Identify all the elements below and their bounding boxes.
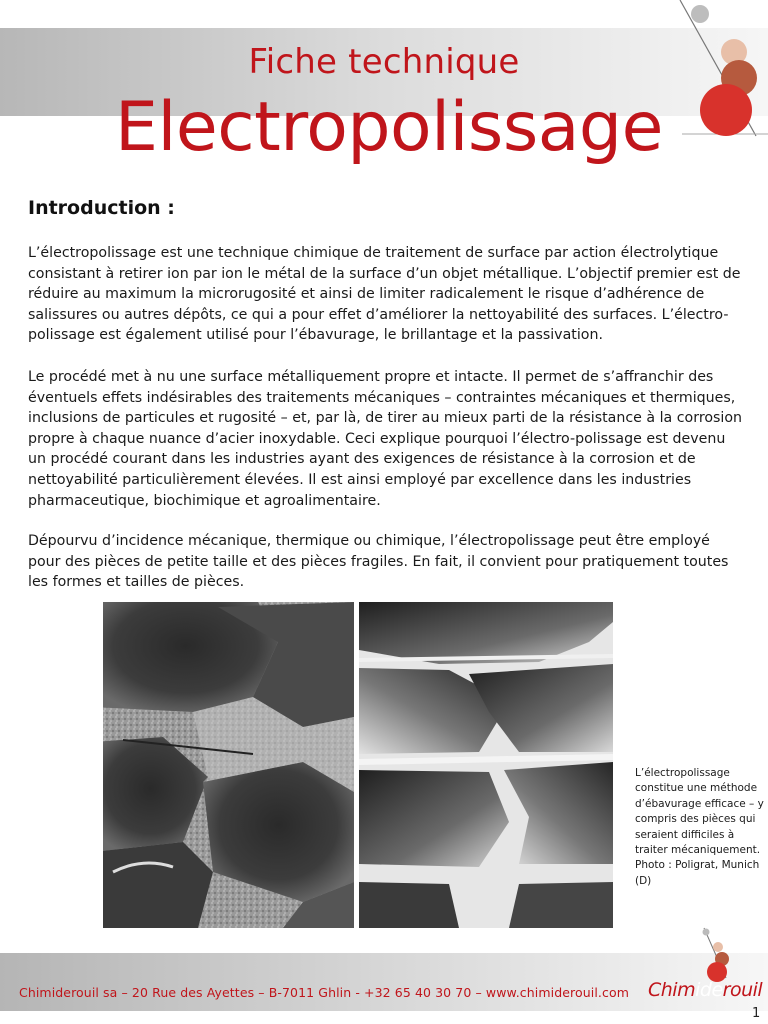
introduction-heading: Introduction : <box>28 197 175 219</box>
logo-dot-red <box>700 84 752 136</box>
intro-paragraph-2: Le procédé met à nu une surface métalliquement propre et intacte. Il permet de s’affranchir des éventuels effets indésirables des traitements mécaniques – contraintes mécaniques et thermiques, inclusions de particules et rugosité – et, par là, de tirer au mieux parti de la résistance à la corrosion propre à chaque nuance d’acier inoxydable. Ceci explique pourquoi l’électro-polissage est devenu un procédé courant dans les industries ayant des exigences de résistance à la corrosion et de nettoyabilité particulièrement élevées. Il est ainsi employé par excellence dans les industries pharmaceutique, biochimique et agroalimentaire. <box>28 369 743 509</box>
logo-dot-beige <box>713 942 723 952</box>
footer-contact: Chimiderouil sa – 20 Rue des Ayettes – B-7011 Ghlin - +32 65 40 30 70 – www.chimideroui​l.com <box>19 985 629 1000</box>
intro-paragraph-1: L’électropolissage est une technique chimique de traitement de surface par action électrolytique consistant à retirer ion par ion le métal de la surface d’un objet métallique. L’objectif premier est de réduire au maximum la microrugosité et ainsi de limiter radicalement le risque d’adhérence de salissures ou autres dépôts, ce qui a pour effet d’améliorer la nettoyabilité des surfaces. L’électro-polissage est également utilisé pour l’ébavurage, le brillantage et la passivation. <box>28 245 741 344</box>
brand-wordmark <box>648 979 762 1001</box>
logo-dot-grey <box>703 929 710 936</box>
micrograph-after-photo <box>359 602 613 928</box>
micrograph-before-photo <box>103 602 354 928</box>
document-subtitle: Fiche technique <box>248 42 520 82</box>
brand-part-1: Chim <box>648 979 696 1001</box>
figure-caption: L’électropolissage constitue une méthode d’ébavurage efficace – y compris des pièces qui seraient difficiles à traiter mécaniquement. Photo : Poligrat, Munich (D) <box>635 767 764 887</box>
brand-part-3: rouil <box>722 979 763 1001</box>
chimiderouil-logo-bottom <box>690 926 750 986</box>
logo-dot-grey <box>691 5 709 23</box>
intro-paragraph-3: Dépourvu d’incidence mécanique, thermique ou chimique, l’électropolissage peut être employé pour des pièces de petite taille et des pièces fragiles. En fait, il convient pour pratiquement toutes les formes et tailles de pièces. <box>28 533 729 591</box>
document-title: Electropolissage <box>115 88 663 167</box>
brand-part-2: ide <box>695 979 723 1001</box>
chimiderouil-logo-top <box>676 0 768 140</box>
page-number: 1 <box>752 1006 761 1021</box>
